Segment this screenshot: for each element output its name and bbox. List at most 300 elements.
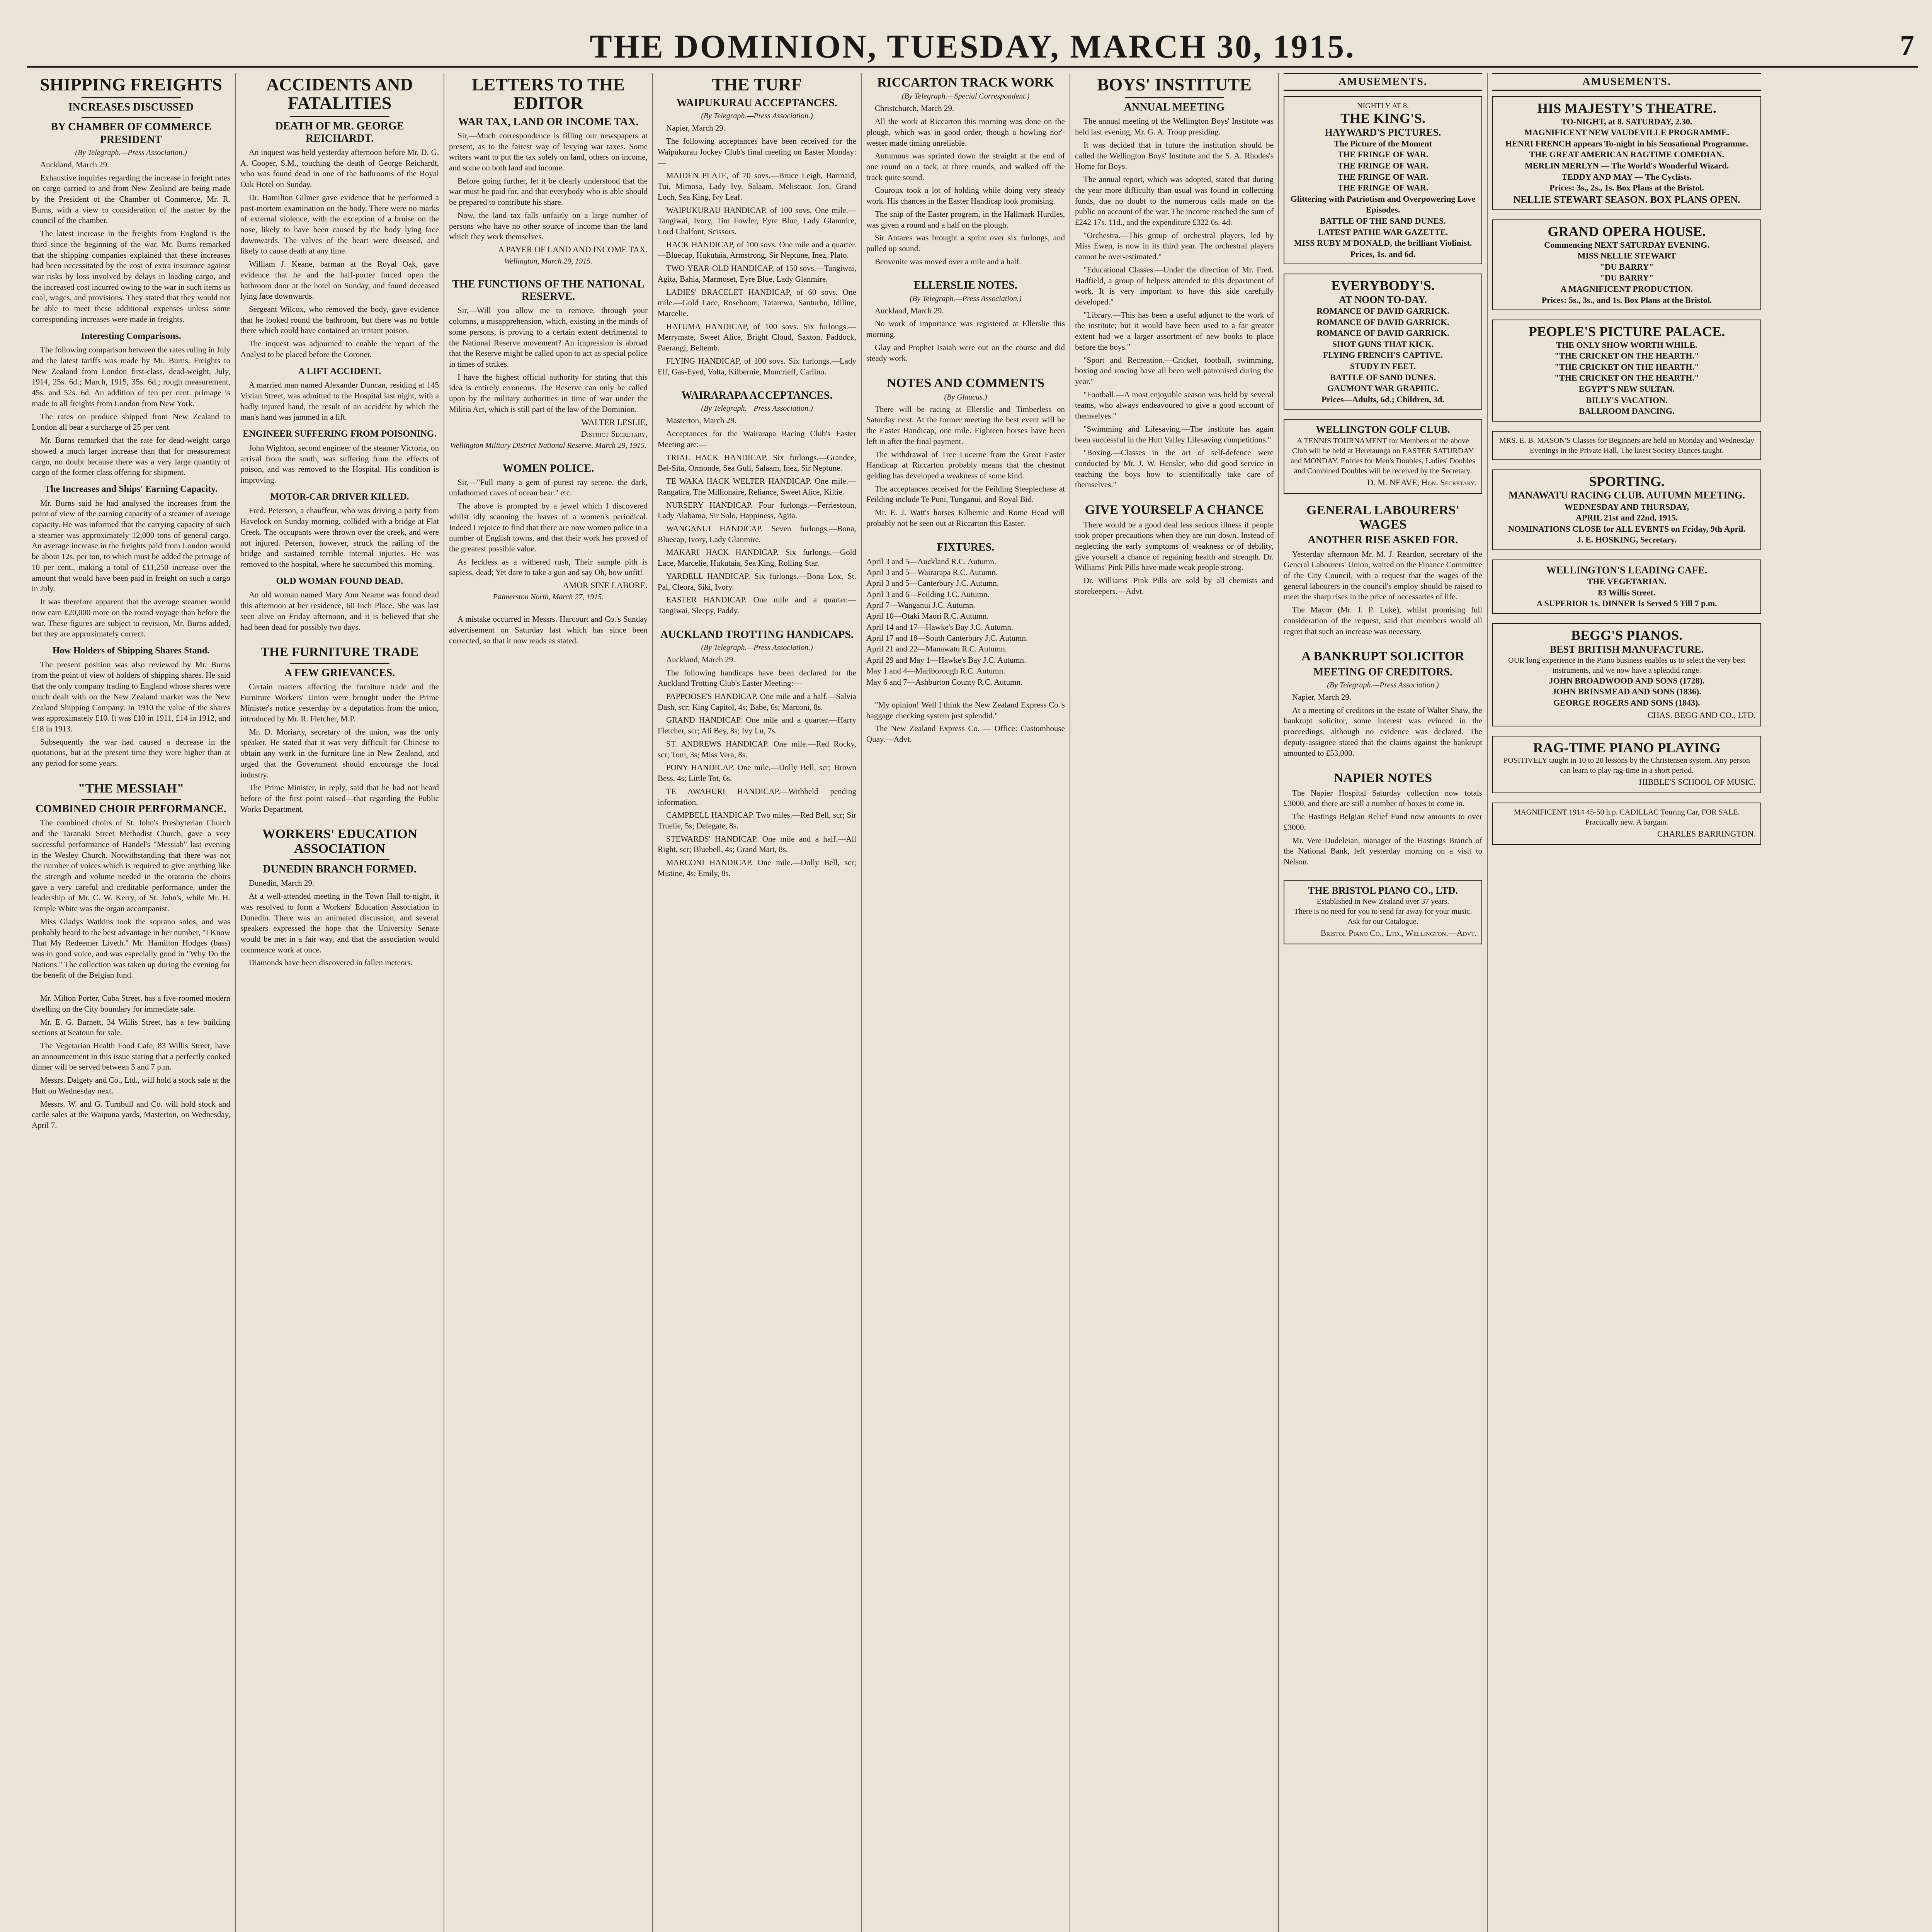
paragraph: The Prime Minister, in reply, said that he had not heard before of the first point raised—that regarding the Public Works Department. — [240, 783, 439, 814]
ad-text: POSITIVELY taught in 10 to 20 lessons by the Christensen system. Any person can learn to play rag-time in a short period. — [1503, 756, 1750, 775]
ad-line: LATEST PATHE WAR GAZETTE. — [1318, 227, 1448, 237]
article-accidents — [240, 75, 439, 633]
list-item: April 3 and 6—Feilding J.C. Autumn. — [866, 589, 990, 599]
paragraph: Mr. Burns remarked that the rate for dead-weight cargo showed a much larger increase than that for measurement cargo, no doubt because there was a very large quantity of cargo of the former class offering for shipment. — [32, 435, 230, 477]
divider — [82, 799, 181, 800]
paragraph: Glay and Prophet Isaiah were out on the course and did steady work. — [866, 342, 1065, 363]
list-item: April 7—Wanganui J.C. Autumn. — [866, 600, 975, 610]
subheading: The Increases and Ships' Earning Capacity. — [44, 484, 218, 494]
ad-line: Prices, 1s. and 6d. — [1350, 249, 1416, 259]
paragraph: ST. ANDREWS HANDICAP. One mile.—Red Rocky, scr; Tom, 3s; Miss Vera, 8s. — [658, 739, 856, 759]
column-3 — [444, 73, 653, 1932]
headline: THE FURNITURE TRADE — [260, 645, 419, 660]
notice: Mr. Milton Porter, Cuba Street, has a five-roomed modern dwelling on the City boundary for immediate sale. — [32, 993, 230, 1014]
signature-place: Wellington, March 29, 1915. — [504, 257, 593, 265]
column-6 — [1070, 73, 1279, 1932]
credit: (By Telegraph.—Press Association.) — [701, 404, 813, 413]
paragraph: FLYING HANDICAP, of 100 sovs. Six furlongs.—Lady Elf, Gas-Eyed, Volta, Kilbernie, Moncrieff, Carlino. — [658, 356, 856, 376]
notice: Messrs. W. and G. Turnbull and Co. will hold stock and cattle sales at the Waipuna yards, Masterton, on Wednesday, April 7. — [32, 1099, 230, 1130]
section-heading-turf: THE TURF — [712, 75, 802, 94]
signature: A PAYER OF LAND AND INCOME TAX. — [498, 244, 648, 254]
article-body — [449, 477, 648, 578]
ad-title: THE KING'S. — [1340, 111, 1426, 126]
list-item: April 3 and 5—Canterbury J.C. Autumn. — [866, 578, 999, 588]
paragraph: The following acceptances have been received for the Waipukurau Jockey Club's final meeting on Easter Monday:— — [658, 136, 856, 167]
ad-line: "THE CRICKET ON THE HEARTH." — [1554, 351, 1699, 361]
ad-line: "DU BARRY" — [1600, 262, 1654, 272]
advert-quote: "My opinion! Well I think the New Zealand Express Co.'s baggage checking system just splendid." — [866, 700, 1065, 720]
paragraph: Sir Antares was brought a sprint over six furlongs, and pulled up sound. — [866, 233, 1065, 253]
credit: (By Telegraph.—Special Correspondent.) — [901, 92, 1030, 101]
ad-lines — [1289, 306, 1477, 405]
article-napier-notes — [1284, 771, 1482, 867]
column-2 — [236, 73, 444, 1932]
paragraph: "Football.—A most enjoyable season was held by several teams, who always endeavoured to give a good account of themselves." — [1075, 389, 1274, 421]
paragraph: "Educational Classes.—Under the direction of Mr. Fred. Hadfield, a group of helpers attended to this department of work. It is very important to have this side carefully developed." — [1075, 265, 1274, 306]
paragraph: No work of importance was registered at Ellerslie this morning. — [866, 319, 1065, 339]
ad-signature: D. M. NEAVE, Hon. Secretary. — [1367, 477, 1477, 487]
headline: RICCARTON TRACK WORK — [877, 75, 1054, 90]
article-body — [658, 123, 856, 377]
dateline: Masterton, March 29. — [666, 416, 736, 425]
list-item: April 3 and 5—Wairarapa R.C. Autumn. — [866, 568, 998, 577]
ad-line: ROMANCE OF DAVID GARRICK. — [1316, 306, 1449, 316]
ad-line: Commencing NEXT SATURDAY EVENING. — [1544, 240, 1709, 250]
credit: (By Telegraph.—Press Association.) — [1327, 680, 1439, 689]
paragraph: The present position was also reviewed by Mr. Burns from the point of view of holders of shipping shares. He said that the only company trading to England whose shares were much dealt with on the New Zealand market was the New Zealand Shipping Company. In 1910 the value of the shares was approximately £10. It was £10 in 1911, £14 in 1912, and £18 in 1913. — [32, 660, 230, 733]
subhead: MEETING OF CREDITORS. — [1313, 666, 1453, 678]
article-labourers-wages — [1284, 503, 1482, 637]
article-give-yourself-a-chance — [1075, 503, 1274, 597]
ad-line: ROMANCE OF DAVID GARRICK. — [1316, 328, 1449, 338]
letter-war-tax — [449, 116, 648, 266]
paragraph: It was therefore apparent that the average steamer would now earn £20,000 more on the round voyage than before the war. These figures are subject to revision, Mr. Burns added, but they are approximately correct. — [32, 597, 230, 639]
dateline: Auckland, March 29. — [875, 306, 944, 315]
ad-sub: BEST BRITISH MANUFACTURE. — [1549, 643, 1704, 655]
article-bankrupt-solicitor — [1284, 649, 1482, 759]
divider — [290, 859, 389, 860]
subhead: DEATH OF MR. GEORGE REICHARDT. — [275, 120, 404, 145]
ad-lines — [1498, 116, 1756, 194]
ad-top: NIGHTLY AT 8. — [1357, 102, 1409, 110]
paragraph: YARDELL HANDICAP. Six furlongs.—Bona Lox, St. Pal, Cleora, Siki, Ivory. — [658, 571, 856, 592]
section-heading-amusements: AMUSEMENTS. — [1492, 73, 1761, 91]
byline: (By Glaucus.) — [944, 393, 987, 401]
ad-sub: HAYWARD'S PICTURES. — [1325, 126, 1441, 138]
article-waipukurau — [658, 97, 856, 377]
ad-text: A TENNIS TOURNAMENT for Members of the above Club will be held at Heretaunga on EASTER SATURDAY and MONDAY. Entries for Men's Doubles, Ladies' Doubles and Combined Doubles will be received by the Secretary. — [1291, 436, 1475, 475]
section-heading-amusements: AMUSEMENTS. — [1284, 73, 1482, 91]
headline: BOYS' INSTITUTE — [1097, 75, 1252, 94]
ad-signature: CHAS. BEGG AND CO., LTD. — [1647, 710, 1756, 720]
ad-sub: Established in New Zealand over 37 years. — [1316, 897, 1449, 906]
column-7 — [1279, 73, 1488, 1932]
advert-beggs-pianos — [1492, 623, 1761, 726]
letter-national-reserve — [449, 278, 648, 450]
paragraph: MAIDEN PLATE, of 70 sovs.—Bruce Leigh, Barmaid, Tui, Mimosa, Lady Ivy, Salaam, Meliscaor, Jon, Grand Loch, Sea King, Ivy Leaf. — [658, 171, 856, 202]
subhead: DUNEDIN BRANCH FORMED. — [263, 863, 417, 876]
article-wairarapa — [658, 389, 856, 616]
paragraph: TRIAL HACK HANDICAP. Six furlongs.—Grandee, Bel-Sita, Ormonde, Sea Gull, Salaam, Inez, Sir Neptune. — [658, 452, 856, 473]
ad-line: THE VEGETARIAN. — [1587, 577, 1667, 587]
article-body — [449, 305, 648, 415]
headline: WOMEN POLICE. — [502, 462, 594, 474]
article-messiah — [32, 781, 230, 981]
page-number: 7 — [1900, 30, 1914, 61]
dateline: Napier, March 29. — [1292, 692, 1352, 702]
paragraph: Mr. Vere Dudeleian, manager of the Hastings Branch of the National Bank, left yesterday morning on a visit to Nelson. — [1284, 835, 1482, 866]
paragraph: The withdrawal of Tree Lucerne from the Great Easter Handicap at Riccarton probably means that the chestnut gelding has developed a weakness of some kind. — [866, 449, 1065, 480]
divider — [1125, 97, 1224, 98]
paragraph: Yesterday afternoon Mr. M. J. Reardon, secretary of the General Labourers' Union, waited on the Finance Committee of the City Council, with a request that the wages of the general labourers in the council's employ should be raised to meet the sharp rises in the price of necessaries of life. — [1284, 549, 1482, 602]
headline: THE FUNCTIONS OF THE NATIONAL RESERVE. — [452, 278, 645, 303]
ad-lines — [1498, 675, 1756, 709]
headline: WAIPUKURAU ACCEPTANCES. — [676, 97, 838, 109]
paragraph: Sir,—Much correspondence is filling our newspapers at present, as to the fairest way of levying war taxes. Some writers want to put the tax solely on land, others on income, and some on both land and income. — [449, 131, 648, 172]
deck: BY CHAMBER OF COMMERCE PRESIDENT — [51, 121, 211, 146]
paragraph: Sergeant Wilcox, who removed the body, gave evidence that he looked round the bathroom, but there was no bottle there which could have contained an irritant poison. — [240, 304, 439, 335]
ad-line: Glittering with Patriotism and Overpowering Love Episodes. — [1290, 194, 1476, 215]
ad-line: ROMANCE OF DAVID GARRICK. — [1316, 317, 1449, 327]
paragraph: The inquest was adjourned to enable the report of the Analyst to be placed before the Coroner. — [240, 339, 439, 359]
headline: SHIPPING FREIGHTS — [40, 75, 222, 94]
ad-line: TO-NIGHT, at 8. SATURDAY, 2.30. — [1561, 116, 1692, 126]
ad-line: FLYING FRENCH'S CAPTIVE. — [1323, 350, 1443, 360]
ad-line: GEORGE ROGERS AND SONS (1843). — [1553, 697, 1700, 707]
article-body — [866, 404, 1065, 529]
article-body — [240, 878, 439, 968]
paragraph: Autumnus was sprinted down the straight at the end of one round on a tack, at three rounds, and walked off the track quite sound. — [866, 151, 1065, 182]
paragraph: HACK HANDICAP, of 100 sovs. One mile and a quarter.—Bluecap, Hukutaia, Armstrong, Sir Neptune, Inez, Plato. — [658, 240, 856, 260]
letter-women-police — [449, 463, 648, 602]
headline: GIVE YOURSELF A CHANCE — [1085, 503, 1264, 517]
advert-ragtime-piano — [1492, 736, 1761, 794]
subheading: A LIFT ACCIDENT. — [298, 366, 381, 376]
headline: ELLERSLIE NOTES. — [914, 279, 1017, 292]
dateline: Napier, March 29. — [666, 123, 726, 133]
paragraph: Before going further, let it be clearly understood that the war must be paid for, and that everybody who is able should be prepared to contribute his share. — [449, 176, 648, 207]
paragraph: LADIES' BRACELET HANDICAP, of 60 sovs. One mile.—Gold Lace, Roseboom, Tatarewa, Santurbo, Idiline, Marcelie. — [658, 287, 856, 318]
paragraph: There would be a good deal less serious illness if people took proper precautions when they are run down. Instead of neglecting the early symptoms of weakness or of debility, give yourself a chance of regaining health and strength. Dr. Williams' Pink Pills have made weak people strong. — [1075, 520, 1274, 572]
paragraph: "Orchestra.—This group of orchestral players, led by Miss Ewen, is now in its third year. The orchestral players cannot be over-estimated." — [1075, 230, 1274, 262]
section-heading-letters: LETTERS TO THE EDITOR — [471, 75, 625, 113]
paragraph: Miss Gladys Watkins took the soprano solos, and was probably heard to the best advantage in her number, "I Know That My Redeemer Liveth." Mr. Hamilton Hodges (bass) was in good voice, and was especially good in "Why Do the Nations." The collection was taken up during the evening for the benefit of the Belgian fund. — [32, 917, 230, 980]
ad-title: HIS MAJESTY'S THEATRE. — [1537, 100, 1716, 116]
article-body — [1284, 692, 1482, 759]
paragraph: "Swimming and Lifesaving.—The institute has again been successful in the Hutt Valley Lifesaving competitions." — [1075, 424, 1274, 444]
ad-line: WEDNESDAY AND THURSDAY, — [1564, 502, 1689, 512]
advert-vegetarian-cafe — [1492, 560, 1761, 614]
paragraph: TWO-YEAR-OLD HANDICAP, of 150 sovs.—Tangiwai, Agita, Bahia, Marmoset, Eyre Blue, Lady Glanmire. — [658, 264, 856, 284]
ad-line: A SUPERIOR 1s. DINNER Is Served 5 Till 7 p.m. — [1536, 599, 1717, 609]
paragraph: Sir,—Will you allow me to remove, through your columns, a misapprehension, which, existing in the minds of some persons, is proving to a certain extent detrimental to the National Reserve movement? An impression is abroad that the Reserve might be called upon to act as special police in times of strikes. — [449, 306, 648, 369]
paragraph: A married man named Alexander Duncan, residing at 145 Vivian Street, was admitted to the Hospital last night, with a badly injured hand, the result of an accident by which the man's hand was jammed in a lift. — [240, 380, 439, 422]
ad-lines — [1498, 240, 1756, 306]
article-body — [32, 160, 230, 769]
ad-line: Prices: 5s., 3s., and 1s. Box Plans at the Bristol. — [1541, 295, 1712, 305]
headline: "THE MESSIAH" — [78, 781, 184, 796]
notice: The Vegetarian Health Food Cafe, 83 Willis Street, have an announcement in this issue stating that a perfectly cooked dinner will be served between 5 and 7 p.m. — [32, 1041, 230, 1072]
ad-line: APRIL 21st and 22nd, 1915. — [1575, 513, 1678, 523]
column-5 — [862, 73, 1070, 1932]
paragraph: The latest increase in the freights from England is the third since the beginning of the war. Mr. Burns remarked that the shipping companies explained that these increases had been necessitated by the cost of extra insurance against war risks by loss involved by delays in loading cargo, and the increased cost incurred owing to the war in such items as coal, wages, and provisions. They stated that they would not be able to meet these additional expenses unless some corresponding increases were made in freights. — [32, 229, 230, 324]
paragraph: PAPPOOSE'S HANDICAP. One mile and a half.—Salvia Dash, scr; King Capitol, 4s; Babe, 6s; Marconi, 8s. — [658, 692, 856, 712]
headline: NAPIER NOTES — [1333, 771, 1432, 786]
paragraph: WANGANUI HANDICAP. Seven furlongs.—Bona, Bluecap, Ivory, Lady Glanmire. — [658, 524, 856, 544]
ad-line: The Picture of the Moment — [1334, 138, 1432, 148]
paragraph: The combined choirs of St. John's Presbyterian Church and the Taranaki Street Methodist Church, gave a very successful performance of Handel's "Messiah" last evening in the Wesley Church. Notwithstanding that there was not the number of voices which is required to give anything like the strength and volume needed in the oratorio the choirs gave a very careful and creditable performance, under the leadership of Mr. C. W. Kerry, of St. John's, while Mr. H. Temple White was the organ accompanist. — [32, 818, 230, 913]
subheading: ENGINEER SUFFERING FROM POISONING. — [243, 429, 437, 439]
paragraph: "Boxing.—Classes in the art of self-defence were conducted by Mr. J. W. Hensler, who did good service in teaching the boys how to scientifically take care of themselves." — [1075, 448, 1274, 490]
list-item: May 6 and 7—Ashburton County R.C. Autumn. — [866, 677, 1023, 687]
paragraph: At a well-attended meeting in the Town Hall to-night, it was resolved to form a Workers' Education Association in Dunedin. There was an animated discussion, and several speakers expressed the hope that the University Senate would be met in a fair way, and that the association would commence work at once. — [240, 891, 439, 954]
paragraph: WAIPUKURAU HANDICAP, of 100 sovs. One mile.—Tangiwai, Ivory, Tim Fowler, Eyre Blue, Lady Glanmire, Lord Chalfont, Scissors. — [658, 205, 856, 236]
subhead: A FEW GRIEVANCES. — [284, 667, 395, 679]
advert-bristol-piano — [1284, 880, 1482, 944]
ad-signature: CHARLES BARRINGTON. — [1657, 829, 1756, 839]
paragraph: Benvenite was moved over a mile and a half. — [875, 257, 1021, 266]
paragraph: Mr. Burns said he had analysed the increases from the point of view of the earning capacity of a steamer of average capacity. He was informed that the carrying capacity of such a steamer was approximately 12,000 tons of general cargo. An average increase in the freights paid from London would be about 12s. per ton, to which must be added the primage of 10 per cent., making a total of £11,250 increase over the amount that would have been paid in freight on such a cargo in July. — [32, 498, 230, 594]
ad-title: WELLINGTON'S LEADING CAFE. — [1546, 565, 1708, 576]
ad-line: JOHN BROADWOOD AND SONS (1728). — [1549, 675, 1705, 685]
ad-line: BATTLE OF SAND DUNES. — [1330, 372, 1436, 382]
ad-text: MRS. E. B. MASON'S Classes for Beginners are held on Monday and Wednesday Evenings in the Private Hall, The latest Society Dances taught. — [1499, 436, 1754, 455]
columns — [27, 73, 1918, 1932]
paragraph: MARCONI HANDICAP. One mile.—Dolly Bell, scr; Mistine, 4s; Emily, 8s. — [658, 858, 856, 878]
ad-sub: MANAWATU RACING CLUB. AUTUMN MEETING. — [1509, 490, 1745, 501]
paragraph: Acceptances for the Wairarapa Racing Club's Easter Meeting are:— — [658, 429, 856, 449]
ad-line: THE FRINGE OF WAR. — [1337, 183, 1429, 193]
ad-title: BEGG'S PIANOS. — [1571, 627, 1683, 643]
article-body — [32, 818, 230, 981]
paragraph: TE AWAHURI HANDICAP.—Withheld pending information. — [658, 786, 856, 807]
credit: (By Telegraph.—Press Association.) — [701, 643, 813, 652]
article-body — [658, 415, 856, 616]
footnote — [449, 614, 648, 646]
paragraph: I have the highest official authority for stating that this idea is entirely erroneous. The Reserve can only be called upon by the military authorities in time of war under the Militia Act, which is still part of the law of the Dominion. — [449, 372, 648, 414]
dateline: Auckland, March 29. — [666, 655, 735, 664]
paragraph: Diamonds have been discovered in fallen meteors. — [249, 958, 413, 968]
subhead: COMBINED CHOIR PERFORMANCE. — [36, 803, 226, 815]
ad-line: GAUMONT WAR GRAPHIC. — [1327, 383, 1439, 393]
paragraph: MAKARI HACK HANDICAP. Six furlongs.—Gold Lace, Marcelie, Hukutaia, Sea King, Rolling Star. — [658, 548, 856, 568]
subheading: OLD WOMAN FOUND DEAD. — [276, 576, 403, 586]
article-body — [1075, 520, 1274, 597]
advert-cadillac — [1492, 803, 1761, 845]
column-8 — [1488, 73, 1766, 1932]
headline: WAIRARAPA ACCEPTANCES. — [681, 389, 833, 402]
ad-line: MISS NELLIE STEWART — [1577, 251, 1676, 261]
ad-line: EGYPT'S NEW SULTAN. — [1578, 384, 1675, 394]
paragraph: At a meeting of creditors in the estate of Walter Shaw, the bankrupt solicitor, some interest was evinced in the proceedings, although no evidence was declared. The deputy-assignee stated that the claims against the bankrupt amounted to £53,000. — [1284, 705, 1482, 758]
paragraph: CAMPBELL HANDICAP. Two miles.—Red Bell, scr; Sir Truelie, 5s; Delegate, 8s. — [658, 810, 856, 830]
signature-place: Wellington Military District National Reserve. March 29, 1915. — [450, 441, 647, 450]
article-notes-comments — [866, 376, 1065, 529]
ad-line: 83 Willis Street. — [1598, 587, 1656, 597]
subheading: How Holders of Shipping Shares Stand. — [52, 645, 210, 656]
notices — [32, 993, 230, 1131]
article-body — [866, 103, 1065, 267]
ad-line: J. E. HOSKING, Secretary. — [1577, 535, 1677, 545]
headline: WAR TAX, LAND OR INCOME TAX. — [458, 116, 639, 128]
divider — [290, 116, 389, 117]
ad-line: HENRI FRENCH appears To-night in his Sensational Programme. — [1505, 138, 1748, 148]
paragraph: Now, the land tax falls unfairly on a large number of persons who have no other source of income than the land which they work themselves. — [449, 210, 648, 242]
column-1 — [27, 73, 236, 1932]
ad-title: RAG-TIME PIANO PLAYING — [1533, 740, 1721, 755]
article-body — [449, 131, 648, 242]
credit: (By Telegraph.—Press Association.) — [910, 294, 1022, 303]
ad-lines — [1498, 340, 1756, 417]
paragraph: The following handicaps have been declared for the Auckland Trotting Club's Easter Meeting:— — [658, 668, 856, 688]
ad-title: SPORTING. — [1589, 473, 1665, 489]
article-body — [1075, 116, 1274, 490]
paragraph: "Library.—This has been a useful adjunct to the work of the institute; but it would have been used to a far greater extent had we a larger assortment of new books to place before the boys." — [1075, 310, 1274, 352]
ad-title: EVERYBODY'S. — [1331, 278, 1435, 294]
dateline: Christchurch, March 29. — [875, 104, 954, 113]
advert-grand-opera-house — [1492, 219, 1761, 310]
paragraph: Subsequently the war had caused a decrease in the quotations, but at the present time they were higher than at any period for some years. — [32, 737, 230, 768]
list-item: April 14 and 17—Hawke's Bay J.C. Autumn. — [866, 622, 1014, 632]
paragraph: "Sport and Recreation.—Cricket, football, swimming, boxing and rowing have all been well patronised during the year." — [1075, 355, 1274, 386]
notice: Mr. E. G. Barnett, 34 Willis Street, has a few building sections at Seatoun for sale. — [32, 1017, 230, 1037]
advert-everybodys — [1284, 274, 1482, 410]
article-body — [240, 682, 439, 815]
ad-signature: HIBBLE'S SCHOOL OF MUSIC. — [1639, 777, 1756, 787]
subheading: MOTOR-CAR DRIVER KILLED. — [270, 492, 409, 502]
signature-title: District Secretary, — [581, 429, 648, 439]
headline: GENERAL LABOURERS' WAGES — [1306, 503, 1459, 532]
list-item: April 3 and 5—Auckland R.C. Autumn. — [866, 556, 996, 566]
paragraph: The annual meeting of the Wellington Boys' Institute was held last evening, Mr. G. A. Troup presiding. — [1075, 116, 1274, 137]
headline: FIXTURES. — [937, 541, 995, 553]
subhead: ANOTHER RISE ASKED FOR. — [1308, 534, 1458, 546]
dateline: Auckland, March 29. — [40, 160, 109, 169]
headline: A BANKRUPT SOLICITOR — [1301, 649, 1464, 664]
paragraph: The snip of the Easter program, in the Hallmark Hurdles, was given a round and a half on the plough. — [866, 209, 1065, 230]
list-item: April 21 and 22—Manawatu R.C. Autumn. — [866, 644, 1007, 654]
ad-title: WELLINGTON GOLF CLUB. — [1316, 424, 1450, 435]
ad-lines — [1289, 138, 1477, 260]
paragraph: The following comparison between the rates ruling in July and the latest tariffs was made by Mr. Burns. Freights to New Zealand from London first-class, dead-weight, July, 1914, 25s. 6d.; March, 1915, 35s. 6d.; rough measurement, 45s. and 52s. 6d. An addition of ten per cent. primage is made to all freights from London from New York. — [32, 345, 230, 408]
ad-lines — [1498, 502, 1756, 546]
list-item: April 17 and 18—South Canterbury J.C. Autumn. — [866, 633, 1028, 643]
article-riccarton — [866, 75, 1065, 267]
paragraph: Exhaustive inquiries regarding the increase in freight rates on cargo carried to and from New Zealand are being made by the President of the Chamber of Commerce, Mr. R. Burns, with a view to consideration of the matter by the council of the chamber. — [32, 173, 230, 225]
ad-signature: Bristol Piano Co., Ltd., Wellington.—Advt. — [1320, 928, 1477, 938]
paragraph: STEWARDS' HANDICAP. One mile and a half.—All Right, scr; Bluebell, 4s; Grand Mart, 8s. — [658, 834, 856, 854]
paragraph: As feckless as a withered rush, Their sample pith is sapless, dead; Yet dare to take a gun and say Oh, how unfit! — [449, 557, 648, 577]
ad-line: BALLROOM DANCING. — [1579, 406, 1675, 416]
ad-line: THE ONLY SHOW WORTH WHILE. — [1556, 340, 1697, 350]
divider — [82, 117, 181, 118]
signature: AMOR SINE LABORE. — [563, 580, 648, 590]
article-body — [1284, 788, 1482, 867]
headline: ACCIDENTS AND FATALITIES — [266, 75, 413, 113]
advert-golf-club — [1284, 419, 1482, 493]
ad-title: PEOPLE'S PICTURE PALACE. — [1528, 324, 1725, 340]
subheading: Interesting Comparisons. — [81, 331, 181, 341]
paragraph: The above is prompted by a jewel which I discovered whilst idly scanning the leaves of a women's periodical. Indeed I rejoice to find that there are now women police in a number of English towns, and that their work has proved of the greatest possible value. — [449, 501, 648, 554]
article-ellerslie — [866, 279, 1065, 364]
ad-text: MAGNIFICENT 1914 45-50 h.p. CADILLAC Touring Car, FOR SALE. Practically new. A bargain. — [1514, 808, 1740, 827]
subhead: ANNUAL MEETING — [1124, 101, 1225, 114]
ad-line: TEDDY AND MAY — The Cyclists. — [1561, 172, 1692, 182]
paragraph: An old woman named Mary Ann Nearne was found dead this afternoon at her residence, 60 Inch Place. She was last seen alive on Friday afternoon, and it is believed that she had been dead for possibly two days. — [240, 590, 439, 632]
article-workers-education — [240, 827, 439, 968]
paragraph: PONY HANDICAP. One mile.—Dolly Bell, scr; Brown Bess, 4s; Little Tot, 6s. — [658, 763, 856, 783]
headline: AUCKLAND TROTTING HANDICAPS. — [660, 628, 854, 641]
paragraph: Dr. Hamilton Gilmer gave evidence that he performed a post-mortem examination on the body. There were no marks of external violence, with the exception of a bruise on the nose, likely to have been caused by the body lying face downwards. The valves of the heart were diseased, and likely to cause death at any time. — [240, 192, 439, 256]
paragraph: The rates on produce shipped from New Zealand to London all bear a surcharge of 25 per cent. — [32, 412, 230, 432]
ad-line: BILLY'S VACATION. — [1586, 395, 1668, 405]
paragraph: Dr. Williams' Pink Pills are sold by all chemists and storekeepers.—Advt. — [1075, 576, 1274, 596]
ad-line: THE FRINGE OF WAR. — [1337, 172, 1429, 182]
paragraph: Sir,—"Full many a gem of purest ray serene, the dark, unfathomed caves of ocean bear." etc. — [449, 477, 648, 498]
paragraph: An inquest was held yesterday afternoon before Mr. D. G. A. Cooper, S.M., touching the death of George Reichardt, who was found dead in one of the bathrooms of the Royal Oak Hotel on Sunday. — [240, 147, 439, 189]
ad-line: Prices: 3s., 2s., 1s. Box Plans at the Bristol. — [1549, 183, 1704, 193]
ad-title: GRAND OPERA HOUSE. — [1548, 223, 1706, 239]
paragraph: The Hastings Belgian Relief Fund now amounts to over £3000. — [1284, 812, 1482, 832]
article-shipping-freights — [32, 75, 230, 769]
ad-line: MAGNIFICENT NEW VAUDEVILLE PROGRAMME. — [1524, 128, 1730, 138]
advert-text: The New Zealand Express Co. — Office: Customhouse Quay.—Advt. — [866, 724, 1065, 744]
masthead-title: THE DOMINION, TUESDAY, MARCH 30, 1915. — [590, 28, 1355, 65]
paragraph: Couroux took a lot of holding while doing very steady work. His chances in the Easter Handicap look promising. — [866, 185, 1065, 206]
paragraph: Certain matters affecting the furniture trade and the Furniture Workers' Union were brought under the Prime Minister's notice yesterday by a deputation from the union, introduced by Mr. R. Fletcher, M.P. — [240, 682, 439, 723]
article-body — [1284, 549, 1482, 637]
credit: (By Telegraph.—Press Association.) — [75, 148, 187, 157]
paragraph: TE WAKA HACK WELTER HANDICAP. One mile.—Rangatira, The Millionaire, Reliance, Sweet Alice, Kiltie. — [658, 476, 856, 497]
ad-text: There is no need for you to send far away for your music. Ask for our Catalogue. — [1294, 907, 1472, 926]
masthead — [27, 27, 1918, 68]
divider — [290, 663, 389, 664]
paragraph: EASTER HANDICAP. One mile and a quarter.—Tangiwai, Sleepy, Paddy. — [658, 595, 856, 615]
advert-sporting — [1492, 469, 1761, 550]
ad-line: SHOT GUNS THAT KICK. — [1332, 339, 1434, 349]
paragraph: The Mayor (Mr. J. P. Luke), whilst promising full consideration of the request, said that members would all regret that such an increase was necessary. — [1284, 605, 1482, 636]
paragraph: It was decided that in future the institution should be called the Wellington Boys' Institute and the S. A. Rhodes's Home for Boys. — [1075, 140, 1274, 171]
ad-line: NOMINATIONS CLOSE for ALL EVENTS on Friday, 9th April. — [1508, 524, 1746, 534]
article-body — [240, 147, 439, 633]
ad-line: BATTLE OF THE SAND DUNES. — [1320, 216, 1446, 226]
paragraph: William J. Keane, barman at the Royal Oak, gave evidence that he and the half-porter forced open the bathroom door at the hotel on Sunday, and found deceased lying face downwards. — [240, 259, 439, 301]
paragraph: A mistake occurred in Messrs. Harcourt and Co.'s Sunday advertisement on Saturday last which has since been corrected, so that it now reads as stated. — [449, 614, 648, 645]
advert-express — [866, 700, 1065, 745]
advert-peoples-picture-palace — [1492, 320, 1761, 422]
ad-line: MISS RUBY M'DONALD, the brilliant Violinist. — [1294, 238, 1472, 248]
list-item: April 10—Otaki Maori R.C. Autumn. — [866, 611, 989, 621]
article-furniture-trade — [240, 645, 439, 815]
advert-his-majestys-theatre — [1492, 96, 1761, 210]
headline: WORKERS' EDUCATION ASSOCIATION — [262, 827, 417, 856]
ad-line: Prices—Adults, 6d.; Children, 3d. — [1321, 394, 1444, 404]
ad-line: A MAGNIFICENT PRODUCTION. — [1560, 284, 1693, 294]
ad-footer: NELLIE STEWART SEASON. BOX PLANS OPEN. — [1513, 194, 1740, 205]
paragraph: The annual report, which was adopted, stated that during the year more difficulty than usual was found in collecting funds, due no doubt to the numerous calls made on the public on account of the war. The income reached the sum of £242 17s. 11d., and the expenditure £322 6s. 4d. — [1075, 175, 1274, 227]
advert-kings-theatre — [1284, 96, 1482, 264]
ad-line: JOHN BRINSMEAD AND SONS (1836). — [1552, 687, 1701, 697]
ad-line: STUDY IN FEET. — [1350, 361, 1416, 371]
article-auckland-trotting — [658, 629, 856, 879]
paragraph: John Wighton, second engineer of the steamer Victoria, on arrival from the south, was suffering from the effects of poison, and was removed to the Hospital. His condition is improving. — [240, 443, 439, 485]
paragraph: GRAND HANDICAP. One mile and a quarter.—Harry Fletcher, scr; Ali Bey, 8s; Ivy Lu, 7s. — [658, 715, 856, 736]
article-body — [866, 306, 1065, 364]
ad-line: "THE CRICKET ON THE HEARTH." — [1554, 373, 1699, 383]
list-item: May 1 and 4—Marlborough R.C. Autumn. — [866, 666, 1005, 676]
list-item: April 29 and May 1—Hawke's Bay J.C. Autumn. — [866, 655, 1026, 665]
article-boys-institute — [1075, 75, 1274, 490]
